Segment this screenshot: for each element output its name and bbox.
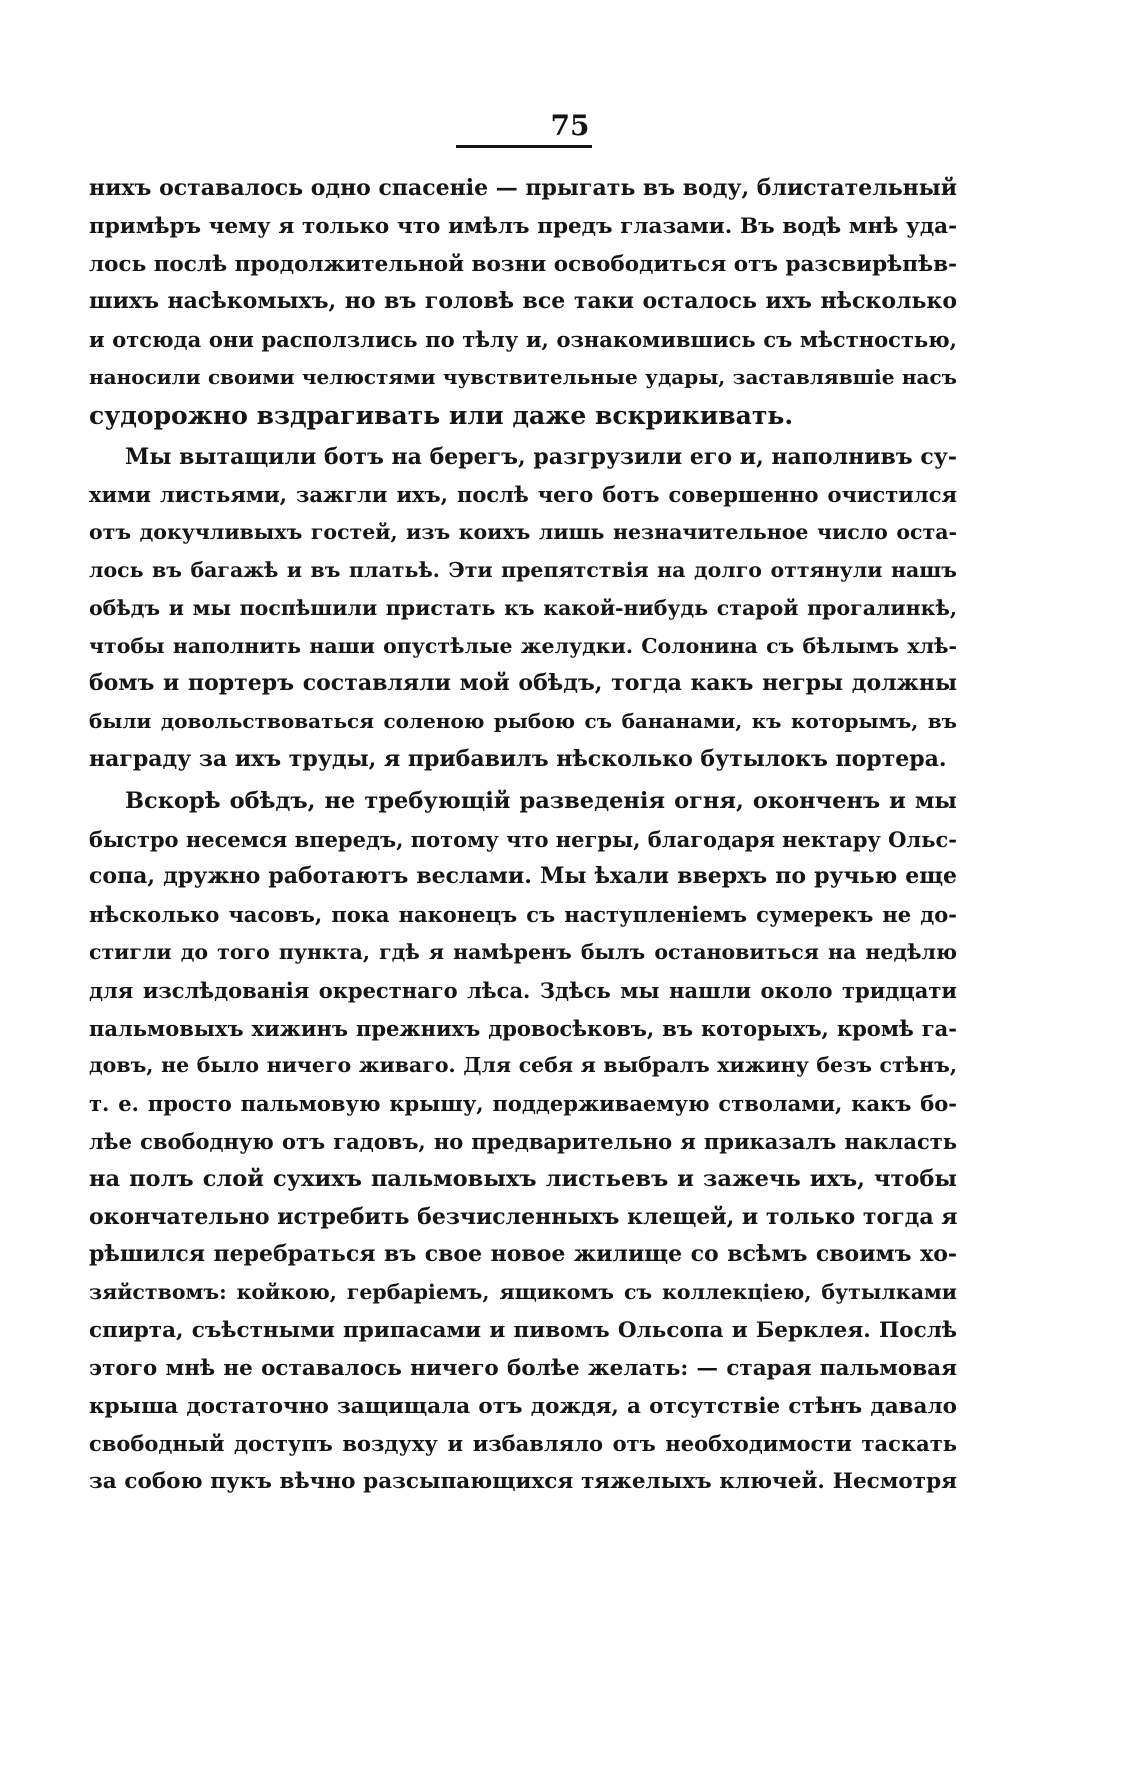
text-line: свободный доступъ воздуху и избавляло отъ необходимости таскать [89,1431,957,1457]
text-line: Вскорѣ обѣдъ, не требующій разведенія огня, оконченъ и мы [125,787,957,814]
text-line: стигли до того пункта, гдѣ я намѣренъ былъ остановиться на недѣлю [89,939,957,964]
text-line: за собою пукъ вѣчно разсыпающихся тяжелыхъ ключей. Несмотря [89,1469,957,1495]
body-text [89,170,957,1501]
text-line: хими листьями, зажгли ихъ, послѣ чего ботъ совершенно очистился [89,482,957,508]
text-line: лось послѣ продолжительной возни освободиться отъ разсвирѣпѣв- [89,251,957,277]
text-line: судорожно вздрагивать или даже вскрикивать. [89,400,794,430]
text-line: окончательно истребить безчисленныхъ клещей, и только тогда я [89,1203,958,1230]
text-line: рѣшился перебраться въ свое новое жилище со всѣмъ своимъ хо- [89,1241,957,1268]
text-line: этого мнѣ не оставалось ничего болѣе желать: — старая пальмовая [89,1355,957,1381]
text-line: Мы вытащили ботъ на берегъ, разгрузили его и, наполнивъ су- [125,443,957,470]
text-line: крыша достаточно защищала отъ дождя, а отсутствіе стѣнъ давало [89,1393,957,1419]
text-line: на полъ слой сухихъ пальмовыхъ листьевъ и зажечь ихъ, чтобы [89,1165,957,1192]
page-number: 75 [550,109,590,142]
text-line: чтобы наполнить наши опустѣлые желудки. Солонина съ бѣлымъ хлѣ- [89,633,957,658]
paragraph [89,783,957,1501]
text-line: шихъ насѣкомыхъ, но въ головѣ все таки осталось ихъ нѣсколько [89,288,957,315]
text-line: нихъ оставалось одно спасеніе — прыгать въ воду, блистательный [89,175,958,201]
text-line: довъ, не было ничего живаго. Для себя я выбралъ хижину безъ стѣнъ, [89,1053,957,1078]
text-line: обѣдъ и мы поспѣшили пристать къ какой-нибудь старой прогалинкѣ, [89,595,957,620]
text-line: наносили своими челюстями чувствительные удары, заставлявшіе насъ [89,364,957,389]
text-line: и отсюда они расползлись по тѣлу и, ознакомившись съ мѣстностью, [89,327,957,353]
text-line: сопа, дружно работаютъ веслами. Мы ѣхали вверхъ по ручью еще [89,863,957,890]
text-line: были довольствоваться соленою рыбою съ бананами, къ которымъ, въ [89,709,957,734]
text-line: зяйствомъ: койкою, гербаріемъ, ящикомъ съ коллекціею, бутылками [89,1280,957,1305]
header-rule [456,145,592,148]
text-line: пальмовыхъ хижинъ прежнихъ дровосѣковъ, въ которыхъ, кромѣ га- [89,1015,957,1041]
text-line: для изслѣдованія окрестнаго лѣса. Здѣсь мы нашли около тридцати [89,977,957,1003]
text-line: т. е. просто пальмовую крышу, поддерживаемую стволами, какъ бо- [89,1091,957,1117]
text-line: лось въ багажѣ и въ платьѣ. Эти препятствія на долго оттянули нашъ [89,557,957,582]
text-line: награду за ихъ труды, я прибавилъ нѣсколько бутылокъ портера. [89,745,947,772]
text-line: лѣе свободную отъ гадовъ, но предварительно я приказалъ накласть [89,1128,957,1154]
text-line: бомъ и портеръ составляли мой обѣдъ, тогда какъ негры должны [89,670,957,697]
text-line: спирта, съѣстными припасами и пивомъ Ольсопа и Берклея. Послѣ [89,1317,957,1343]
text-line: нѣсколько часовъ, пока наконецъ съ наступленіемъ сумерекъ не до- [89,902,957,928]
text-line: быстро несемся впередъ, потому что негры, благодаря нектару Ольс- [89,826,957,852]
text-line: отъ докучливыхъ гостей, изъ коихъ лишь незначительное число оста- [89,520,957,545]
text-line: примѣръ чему я только что имѣлъ предъ глазами. Въ водѣ мнѣ уда- [89,213,957,239]
paragraph [89,439,957,779]
paragraph [89,170,957,435]
